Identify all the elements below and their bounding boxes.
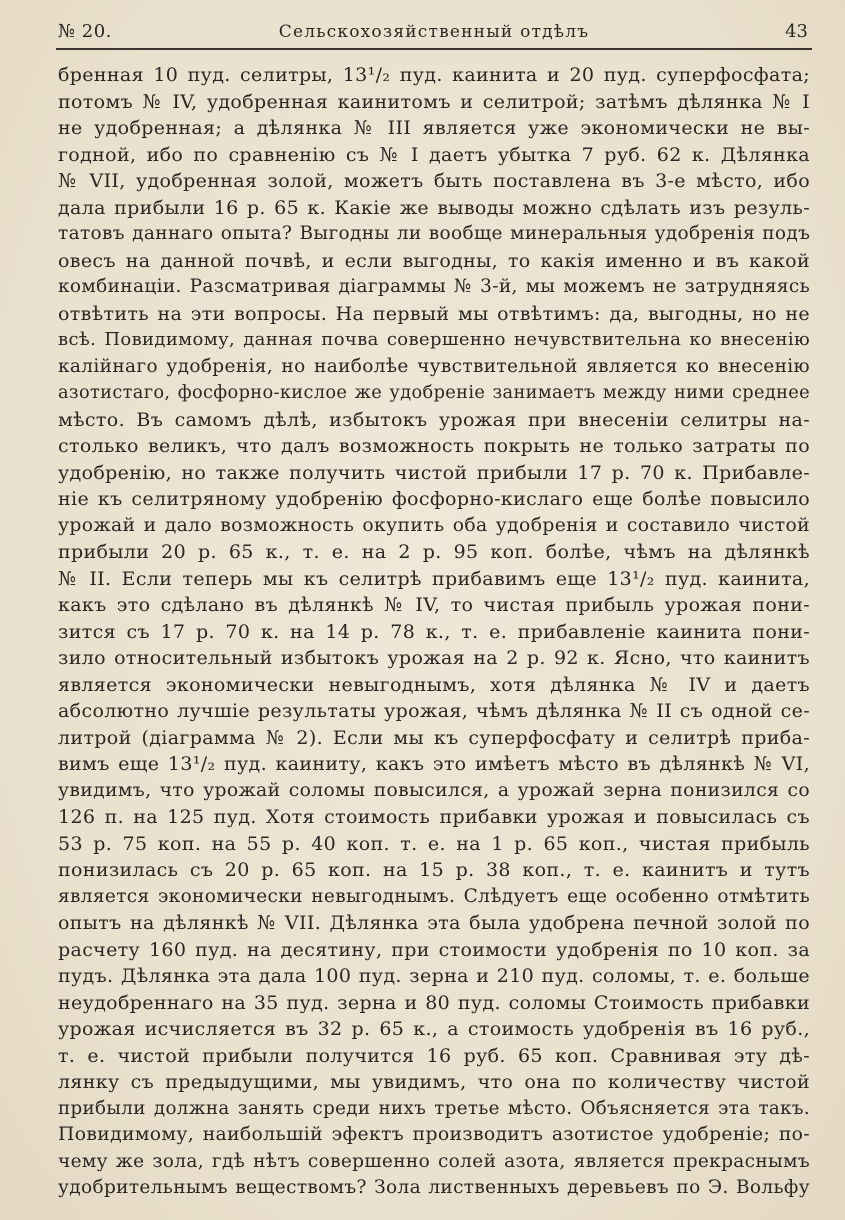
text-line: столько великъ, что далъ возможность покрыть не только затраты по bbox=[58, 435, 810, 457]
text-line: чему же зола, гдѣ нѣтъ совершенно солей азота, является прекраснымъ bbox=[58, 1150, 810, 1172]
text-line: какъ это сдѣлано въ дѣлянкѣ № IV, то чистая прибыль урожая пони- bbox=[58, 594, 810, 616]
page-header bbox=[58, 18, 810, 46]
text-line: калійнаго удобренія, но наиболѣе чувствительной является ко внесенію bbox=[58, 355, 810, 377]
text-line: Повидимому, наибольшій эфектъ производитъ азотистое удобреніе; по- bbox=[58, 1124, 810, 1145]
text-line: неудобреннаго на 35 пуд. зерна и 80 пуд. соломы Стоимость прибавки bbox=[58, 991, 810, 1014]
text-line: пудъ. Дѣлянка эта дала 100 пуд. зерна и 210 пуд. соломы, т. е. больше bbox=[58, 965, 810, 987]
page-number: 43 bbox=[785, 21, 808, 42]
text-line: комбинаціи. Разсматривая діаграммы № 3-й, мы можемъ не затрудняясь bbox=[58, 276, 810, 297]
text-line: овесъ на данной почвѣ, и если выгодны, то какія именно и въ какой bbox=[58, 249, 810, 272]
text-line: № VII, удобренная золой, можетъ быть поставлена въ 3-е мѣсто, ибо bbox=[58, 170, 810, 192]
text-line: увидимъ, что урожай соломы повысился, а урожай зерна понизился со bbox=[58, 779, 810, 801]
text-line: понизилась съ 20 р. 65 коп. на 15 р. 38 коп., т. е. каинитъ и тутъ bbox=[58, 859, 810, 881]
text-line: является экономически невыгоднымъ, хотя дѣлянка № IV и даетъ bbox=[58, 673, 810, 696]
text-line: урожай и дало возможность окупить оба удобренія и составило чистой bbox=[58, 514, 810, 536]
text-line: удобрительнымъ веществомъ? Зола лиственныхъ деревьевъ по Э. Вольфу bbox=[58, 1177, 810, 1198]
text-line: потомъ № IV, удобренная каинитомъ и селитрой; затѣмъ дѣлянка № I bbox=[58, 90, 810, 113]
text-line: удобренію, но также получить чистой прибыли 17 р. 70 к. Прибавле- bbox=[58, 461, 810, 484]
text-line: азотистаго, фосфорно-кислое же удобреніе занимаетъ между ними среднее bbox=[58, 383, 810, 403]
body-text bbox=[58, 62, 810, 1202]
text-line: № II. Если теперь мы къ селитрѣ прибавимъ еще 13¹/₂ пуд. каинита, bbox=[58, 567, 810, 590]
text-line: расчету 160 пуд. на десятину, при стоимости удобренія по 10 коп. за bbox=[58, 938, 810, 961]
text-line: мѣсто. Въ самомъ дѣлѣ, избытокъ урожая при внесеніи селитры на- bbox=[58, 408, 810, 431]
text-line: зило относительный избытокъ урожая на 2 р. 92 к. Ясно, что каинитъ bbox=[58, 647, 810, 669]
text-line: вимъ еще 13¹/₂ пуд. каиниту, какъ это имѣетъ мѣсто въ дѣлянкѣ № VI, bbox=[58, 753, 810, 775]
header-rule bbox=[56, 48, 812, 50]
text-line: урожая исчисляется въ 32 р. 65 к., а стоимость удобренія въ 16 руб., bbox=[58, 1018, 810, 1040]
text-line: отвѣтить на эти вопросы. На первый мы отвѣтимъ: да, выгодны, но не bbox=[58, 302, 810, 325]
section-title: Сельскохозяйственный отдѣлъ bbox=[278, 22, 590, 42]
text-line: прибыли должна занять среди нихъ третье мѣсто. Объясняется эта такъ. bbox=[58, 1097, 810, 1119]
text-line: бренная 10 пуд. селитры, 13¹/₂ пуд. каинита и 20 пуд. суперфосфата; bbox=[58, 64, 810, 86]
text-line: литрой (діаграмма № 2). Если мы къ суперфосфату и селитрѣ приба- bbox=[58, 726, 810, 749]
issue-number: № 20. bbox=[58, 21, 112, 42]
text-line: т. е. чистой прибыли получится 16 руб. 65 коп. Сравнивая эту дѣ- bbox=[58, 1044, 810, 1067]
text-line: является экономически невыгоднымъ. Слѣдуетъ еще особенно отмѣтить bbox=[58, 885, 810, 907]
text-line: прибыли 20 р. 65 к., т. е. на 2 р. 95 коп. болѣе, чѣмъ на дѣлянкѣ bbox=[58, 541, 810, 563]
text-line: лянку съ предыдущими, мы увидимъ, что она по количеству чистой bbox=[58, 1071, 810, 1093]
text-line: 126 п. на 125 пуд. Хотя стоимость прибавки урожая и повысилась съ bbox=[58, 806, 810, 828]
text-line: опытъ на дѣлянкѣ № VII. Дѣлянка эта была удобрена печной золой по bbox=[58, 912, 810, 934]
text-line: абсолютно лучшіе результаты урожая, чѣмъ дѣлянка № II съ одной се- bbox=[58, 700, 810, 722]
text-line: дала прибыли 16 р. 65 к. Какіе же выводы можно сдѣлать изъ резуль- bbox=[58, 196, 810, 219]
text-line: всѣ. Повидимому, данная почва совершенно нечувствительна ко внесенію bbox=[58, 329, 810, 350]
text-line: ніе къ селитряному удобренію фосфорно-кислаго еще болѣе повысило bbox=[58, 488, 810, 510]
text-line: татовъ даннаго опыта? Выгодны ли вообще минеральныя удобренія подъ bbox=[58, 223, 811, 244]
text-line: годной, ибо по сравненію съ № I даетъ убытка 7 руб. 62 к. Дѣлянка bbox=[58, 143, 810, 166]
text-line: 53 р. 75 коп. на 55 р. 40 коп. т. е. на 1 р. 65 коп., чистая прибыль bbox=[58, 832, 810, 855]
text-line: не удобренная; а дѣлянка № III является уже экономически не вы- bbox=[58, 117, 810, 139]
text-line: зится съ 17 р. 70 к. на 14 р. 78 к., т. е. прибавленіе каинита пони- bbox=[58, 620, 810, 643]
